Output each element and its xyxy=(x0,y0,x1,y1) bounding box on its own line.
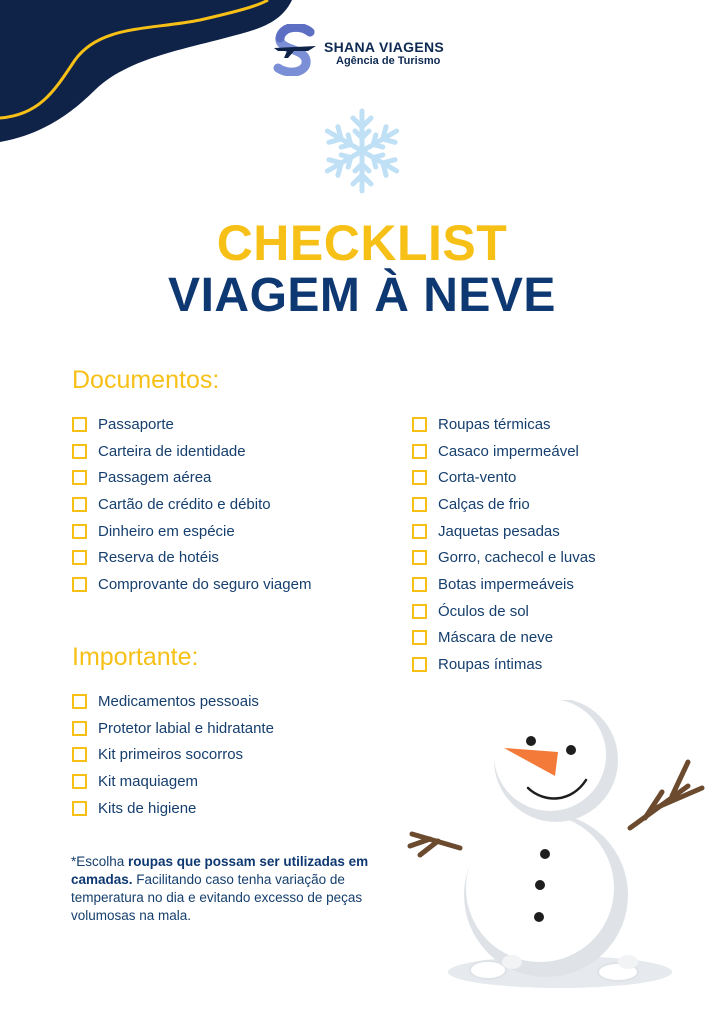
checklist-item[interactable] xyxy=(412,464,596,491)
page-title-line2: VIAGEM À NEVE xyxy=(168,269,556,322)
checkbox-icon[interactable] xyxy=(72,577,87,592)
checkbox-icon[interactable] xyxy=(412,550,427,565)
checkbox-icon[interactable] xyxy=(72,524,87,539)
checklist-item-label: Roupas térmicas xyxy=(438,415,551,433)
checklist-item[interactable] xyxy=(412,411,596,438)
checklist-item[interactable] xyxy=(72,571,311,598)
checklist-item-label: Kit maquiagem xyxy=(98,772,199,790)
checklist-item[interactable] xyxy=(72,491,311,518)
page-title-line1: CHECKLIST xyxy=(216,215,508,271)
checklist-item[interactable] xyxy=(72,438,311,465)
checkbox-icon[interactable] xyxy=(72,721,87,736)
section-heading-importante: Importante: xyxy=(72,643,199,671)
checkbox-icon[interactable] xyxy=(412,417,427,432)
checkbox-icon[interactable] xyxy=(72,774,87,789)
checkbox-icon[interactable] xyxy=(412,630,427,645)
footnote-prefix: *Escolha xyxy=(71,854,129,869)
checklist-item[interactable] xyxy=(72,768,274,795)
checklist-item[interactable] xyxy=(72,715,274,742)
snowman-illustration xyxy=(400,700,712,1000)
checklist-item-label: Protetor labial e hidratante xyxy=(98,719,274,737)
checklist-item-label: Corta-vento xyxy=(438,469,517,487)
checklist-documentos xyxy=(72,411,311,598)
checklist-item-label: Casaco impermeável xyxy=(438,442,579,460)
brand-tagline: Agência de Turismo xyxy=(336,55,441,67)
checklist-item[interactable] xyxy=(412,625,596,652)
checklist-item[interactable] xyxy=(72,464,311,491)
checklist-item-label: Óculos de sol xyxy=(438,602,529,620)
checklist-item-label: Cartão de crédito e débito xyxy=(98,495,271,513)
snowflake-icon xyxy=(321,106,403,196)
checklist-item[interactable] xyxy=(412,518,596,545)
checkbox-icon[interactable] xyxy=(412,524,427,539)
checklist-item[interactable] xyxy=(412,491,596,518)
checkbox-icon[interactable] xyxy=(412,444,427,459)
footnote-rest: Facilitando caso tenha variação de temperatura no dia e evitando excesso de peças volumosas na mala. xyxy=(71,872,363,923)
checkbox-icon[interactable] xyxy=(72,694,87,709)
checkbox-icon[interactable] xyxy=(72,550,87,565)
section-heading-documentos: Documentos: xyxy=(72,366,220,394)
checklist-item-label: Jaquetas pesadas xyxy=(438,522,560,540)
checklist-item[interactable] xyxy=(412,598,596,625)
checklist-item-label: Gorro, cachecol e luvas xyxy=(438,549,596,567)
checklist-item-label: Passaporte xyxy=(98,415,174,433)
checklist-item[interactable] xyxy=(412,651,596,678)
checklist-item-label: Kit primeiros socorros xyxy=(98,746,244,764)
checkbox-icon[interactable] xyxy=(72,417,87,432)
footnote xyxy=(71,853,381,925)
checklist-item[interactable] xyxy=(72,741,274,768)
checklist-item[interactable] xyxy=(72,544,311,571)
checkbox-icon[interactable] xyxy=(412,470,427,485)
checkbox-icon[interactable] xyxy=(72,497,87,512)
brand-name: SHANA VIAGENS xyxy=(324,39,445,55)
checkbox-icon[interactable] xyxy=(412,577,427,592)
checklist-item[interactable] xyxy=(72,688,274,715)
checklist-importante xyxy=(72,688,274,821)
brand-logo-icon xyxy=(270,24,320,76)
checklist-item-label: Carteira de identidade xyxy=(98,442,246,460)
checklist-item[interactable] xyxy=(72,795,274,822)
corner-wave-decoration xyxy=(0,0,300,145)
checklist-item-label: Passagem aérea xyxy=(98,469,212,487)
footnote-bold: roupas que possam ser utilizadas em camadas. xyxy=(71,854,369,887)
checklist-item-label: Comprovante do seguro viagem xyxy=(98,575,312,593)
checklist-item-label: Reserva de hotéis xyxy=(98,549,219,567)
checkbox-icon[interactable] xyxy=(72,747,87,762)
checklist-item[interactable] xyxy=(72,411,311,438)
checkbox-icon[interactable] xyxy=(412,604,427,619)
checklist-item-label: Dinheiro em espécie xyxy=(98,522,235,540)
brand-logo xyxy=(270,24,470,80)
checkbox-icon[interactable] xyxy=(72,444,87,459)
checklist-item[interactable] xyxy=(72,518,311,545)
checklist-item[interactable] xyxy=(412,438,596,465)
checkbox-icon[interactable] xyxy=(72,801,87,816)
checklist-item-label: Botas impermeáveis xyxy=(438,575,574,593)
checklist-roupas xyxy=(412,411,596,678)
checkbox-icon[interactable] xyxy=(412,497,427,512)
checklist-item-label: Kits de higiene xyxy=(98,799,197,817)
checklist-item[interactable] xyxy=(412,544,596,571)
checklist-item-label: Medicamentos pessoais xyxy=(98,692,259,710)
checklist-item-label: Roupas íntimas xyxy=(438,656,543,674)
checklist-item-label: Calças de frio xyxy=(438,495,530,513)
checkbox-icon[interactable] xyxy=(72,470,87,485)
checklist-item[interactable] xyxy=(412,571,596,598)
checkbox-icon[interactable] xyxy=(412,657,427,672)
checklist-item-label: Máscara de neve xyxy=(438,629,554,647)
